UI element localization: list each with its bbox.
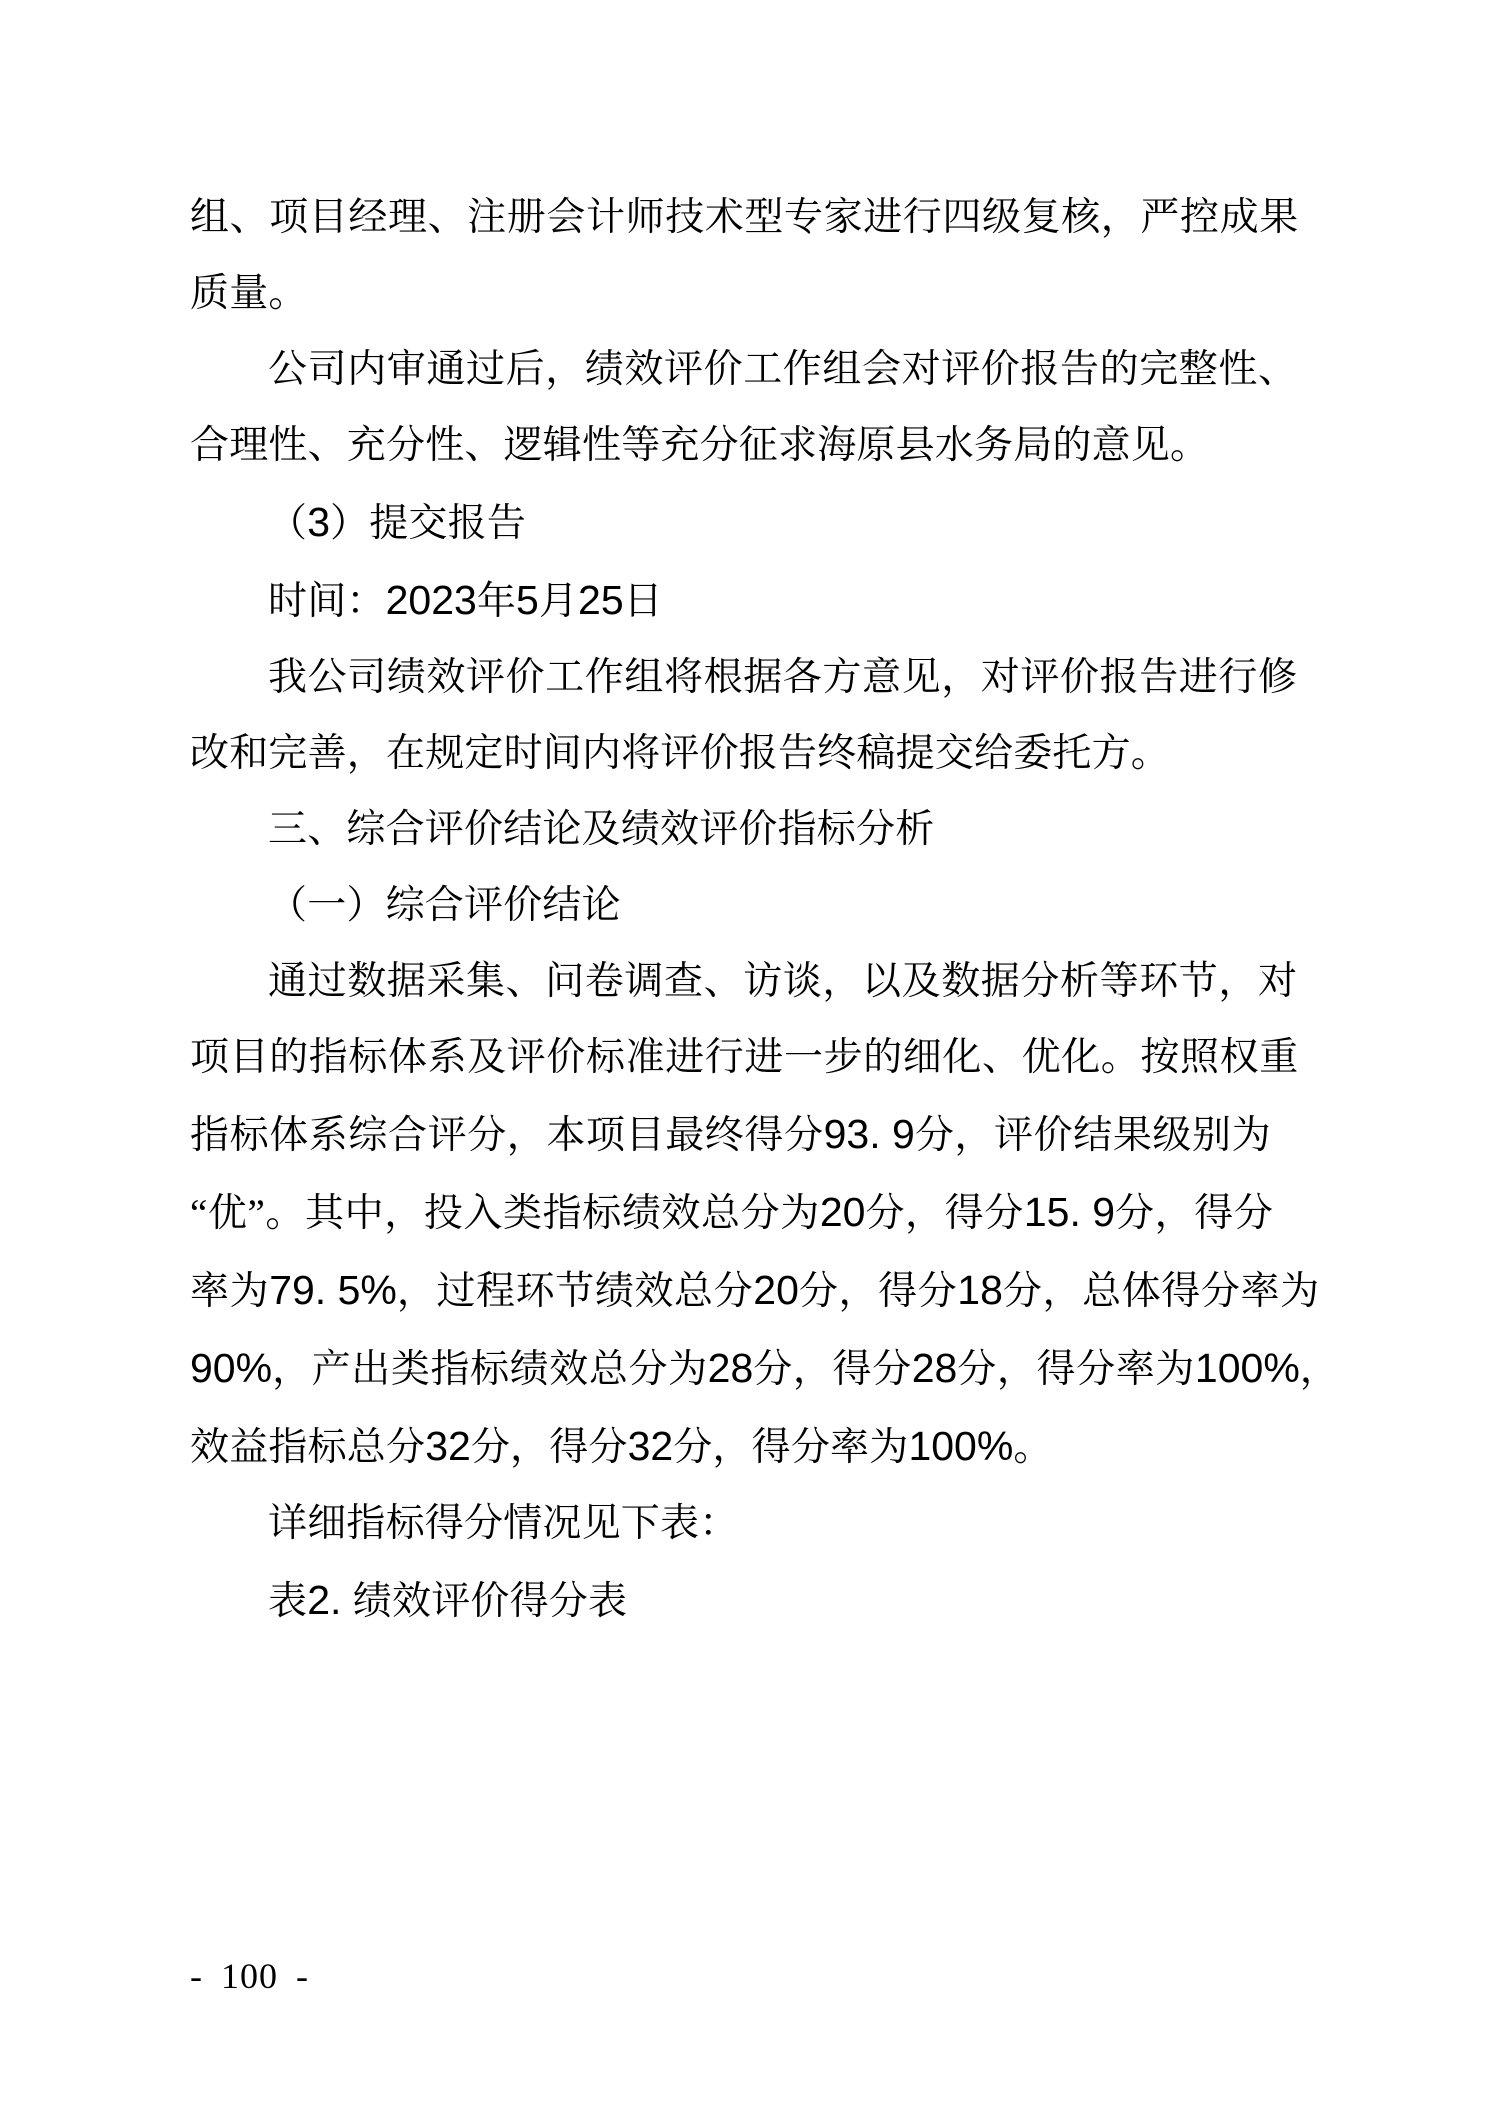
text-line	[190, 1020, 1300, 1096]
cjk-text: 三、综合评价结论及绩效评价指标分析	[268, 808, 935, 851]
numeric-text: 5	[516, 577, 539, 623]
cjk-text: 分，得分	[798, 1270, 958, 1313]
numeric-text: 20	[753, 1267, 799, 1313]
numeric-text: 32	[425, 1423, 471, 1469]
cjk-text: 分，评价结果级别为	[914, 1114, 1272, 1157]
cjk-text: ，产出类指标绩效总分为	[272, 1348, 708, 1391]
cjk-text: 分，总体得分率为	[1002, 1270, 1320, 1313]
cjk-text: 分，得分	[470, 1426, 628, 1469]
cjk-text: 分，得分	[753, 1348, 912, 1391]
numeric-text: 100%	[908, 1423, 1014, 1469]
cjk-text: 效益指标总分	[190, 1426, 426, 1469]
text-line	[190, 792, 1300, 868]
numeric-text: 2023	[385, 577, 477, 623]
cjk-text: 指标体系综合评分，本项目最终得分	[190, 1114, 824, 1157]
text-line	[190, 944, 1300, 1020]
cjk-text: （一）综合评价结论	[268, 884, 621, 927]
cjk-text: （	[268, 502, 308, 545]
text-line	[190, 1486, 1300, 1562]
cjk-text: 绩效评价得分表	[352, 1580, 628, 1623]
text-line	[190, 1330, 1340, 1408]
text-line	[190, 562, 1300, 640]
cjk-text: ，	[1299, 1348, 1340, 1391]
numeric-text: 28	[707, 1345, 754, 1391]
text-line	[190, 1562, 1300, 1640]
cjk-text: 分，得分率为	[673, 1426, 909, 1469]
cjk-text: 改和完善，在规定时间内将评价报告终稿提交给委托方。	[190, 732, 1171, 775]
cjk-text: 日	[623, 580, 663, 623]
cjk-text: 通过数据采集、问卷调查、访谈，以及数据分析等环节，对	[268, 960, 1298, 1003]
text-line	[190, 1408, 1300, 1486]
numeric-text: 93. 9	[823, 1111, 915, 1157]
cjk-text: ，过程环节绩效总分	[396, 1270, 754, 1313]
cjk-text: 项目的指标体系及评价标准进行进一步的细化、优化。按照权重	[190, 1036, 1299, 1079]
cjk-text: 我公司绩效评价工作组将根据各方意见，对评价报告进行修	[268, 656, 1298, 699]
text-line	[190, 1174, 1300, 1252]
text-line	[190, 180, 1300, 256]
numeric-text: 20	[819, 1189, 866, 1235]
cjk-text: 质量。	[190, 272, 308, 315]
numeric-text: 18	[957, 1267, 1003, 1313]
numeric-text: 25	[578, 577, 624, 623]
cjk-text: 公司内审通过后，绩效评价工作组会对评价报告的完整性、	[268, 348, 1298, 391]
text-line	[190, 640, 1300, 716]
numeric-text: 2.	[307, 1577, 353, 1623]
numeric-text: 100%	[1194, 1345, 1300, 1391]
cjk-text: 详细指标得分情况见下表：	[268, 1502, 739, 1545]
cjk-text: “优”。其中，投入类指标绩效总分为	[190, 1192, 820, 1235]
text-line	[190, 1096, 1300, 1174]
numeric-text: 15. 9	[1023, 1189, 1116, 1235]
cjk-text: 分，得分	[1115, 1192, 1274, 1235]
cjk-text: 表	[268, 1580, 308, 1623]
cjk-text: 组、项目经理、注册会计师技术型专家进行四级复核，严控成果	[190, 196, 1299, 239]
cjk-text: 分，得分率为	[957, 1348, 1195, 1391]
numeric-text: 28	[911, 1345, 958, 1391]
cjk-text: 。	[1013, 1426, 1053, 1469]
text-line	[190, 408, 1300, 484]
cjk-text: ）提交报告	[330, 502, 527, 545]
cjk-text: 合理性、充分性、逻辑性等充分征求海原县水务局的意见。	[190, 424, 1210, 467]
text-line	[190, 868, 1300, 944]
numeric-text: 32	[627, 1423, 674, 1469]
cjk-text: 年	[476, 580, 517, 623]
numeric-text: 90%	[190, 1345, 273, 1391]
numeric-text: 79. 5%	[269, 1267, 397, 1313]
cjk-text: 时间：	[268, 580, 386, 623]
cjk-text: 月	[538, 580, 579, 623]
text-line	[190, 332, 1300, 408]
cjk-text: 分，得分	[865, 1192, 1024, 1235]
text-line	[190, 484, 1300, 562]
page-number: - 100 -	[190, 1956, 309, 1996]
numeric-text: 3	[307, 499, 331, 545]
cjk-text: 率为	[190, 1270, 270, 1313]
text-line	[190, 1252, 1320, 1330]
text-line	[190, 716, 1300, 792]
document-body	[190, 180, 1340, 1640]
text-line	[190, 256, 1300, 332]
